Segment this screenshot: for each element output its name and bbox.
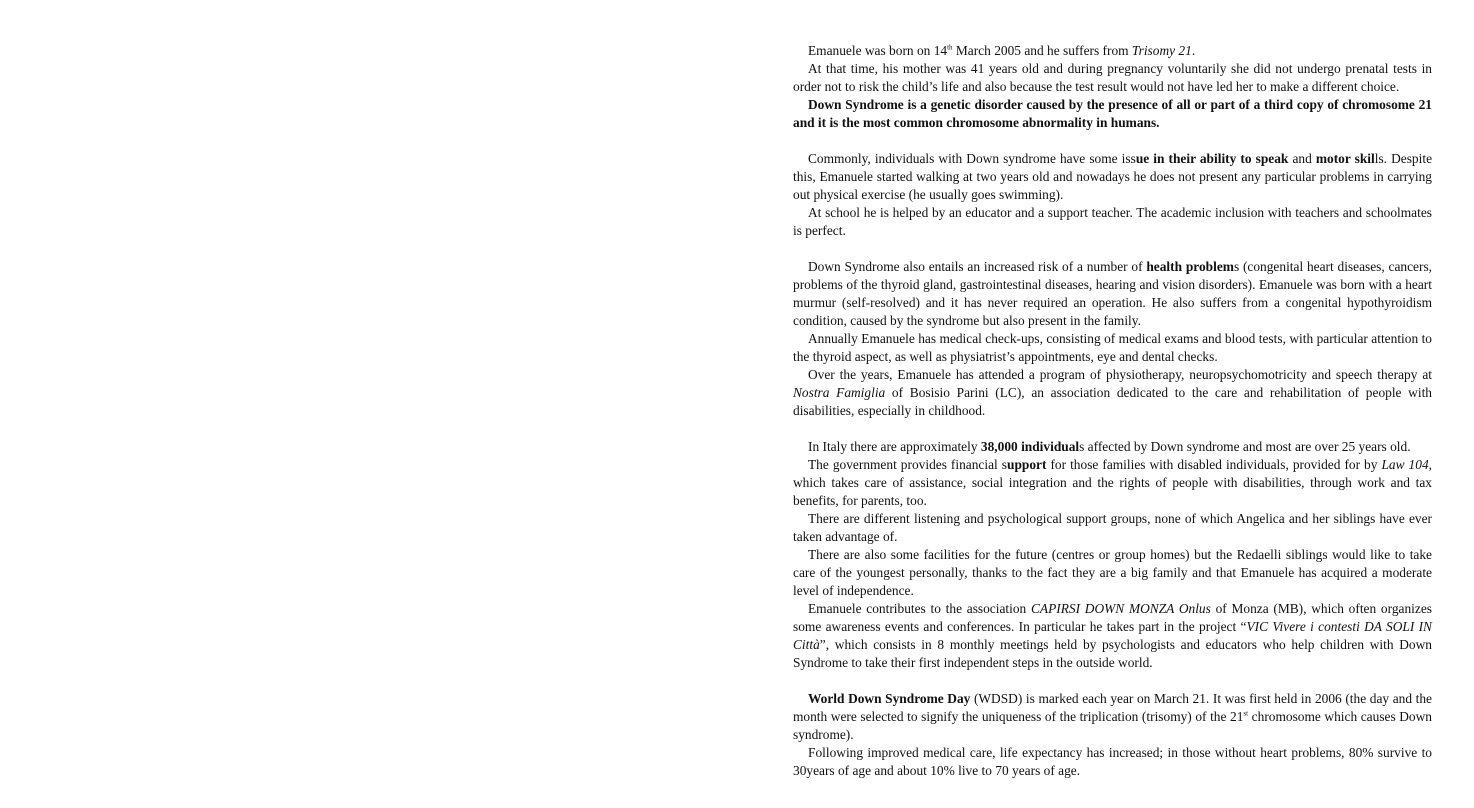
paragraph-checkups: Annually Emanuele has medical check-ups, consisting of medical exams and blood tests, with particular attention to the thyroid aspect, as well as physiatrist’s appointments, eye and dental checks. bbox=[793, 331, 1432, 364]
paragraph-definition: Down Syndrome is a genetic disorder caused by the presence of all or part of a third copy of chromosome 21 and it is the most common chromosome abnormality in humans. bbox=[793, 97, 1432, 130]
paragraph-support-groups: There are different listening and psychological support groups, none of which Angelica and her siblings have ever taken advantage of. bbox=[793, 511, 1432, 544]
paragraph-school: At school he is helped by an educator and a support teacher. The academic inclusion with teachers and schoolmates is perfect. bbox=[793, 205, 1432, 238]
paragraph-health: Down Syndrome also entails an increased risk of a number of health problems (congenital heart diseases, cancers, problems of the thyroid gland, gastrointestinal diseases, hearing and vision disorders). Emanuele was born with a heart murmur (self-resolved) and it has never required an operation. He also suffers from a congenital hypothyroidism condition, caused by the syndrome but also present in the family. bbox=[793, 259, 1432, 328]
paragraph-government: The government provides financial support for those families with disabled individuals, provided for by Law 104, which takes care of assistance, social integration and the rights of people with disabilities, through work and tax benefits, for parents, too. bbox=[793, 457, 1432, 508]
section-gap bbox=[793, 240, 1432, 258]
document-body bbox=[793, 42, 1432, 780]
paragraph-association: Emanuele contributes to the association CAPIRSI DOWN MONZA Onlus of Monza (MB), which often organizes some awareness events and conferences. In particular he takes part in the project “VIC Vivere i contesti DA SOLI IN Città”, which consists in 8 monthly meetings held by psychologists and educators who help children with Down Syndrome to take their first independent steps in the outside world. bbox=[793, 601, 1432, 670]
paragraph-italy: In Italy there are approximately 38,000 individuals affected by Down syndrome and most are over 25 years old. bbox=[808, 439, 1411, 454]
paragraph-mother: At that time, his mother was 41 years old and during pregnancy voluntarily she did not undergo prenatal tests in order not to risk the child’s life and also because the test result would not have led her to make a different choice. bbox=[793, 61, 1432, 94]
paragraph-therapy: Over the years, Emanuele has attended a program of physiotherapy, neuropsychomotricity and speech therapy at Nostra Famiglia of Bosisio Parini (LC), an association dedicated to the care and rehabilitation of people with disabilities, especially in childhood. bbox=[793, 367, 1432, 418]
paragraph-life-expectancy: Following improved medical care, life expectancy has increased; in those without heart problems, 80% survive to 30years of age and about 10% live to 70 years of age. bbox=[793, 745, 1432, 778]
paragraph-skills: Commonly, individuals with Down syndrome have some issue in their ability to speak and motor skills. Despite this, Emanuele started walking at two years old and nowadays he does not present any particular problems in carrying out physical exercise (he usually goes swimming). bbox=[793, 151, 1433, 202]
paragraph-facilities: There are also some facilities for the future (centres or group homes) but the Redaelli siblings would like to take care of the youngest personally, thanks to the fact they are a big family and that Emanuele has acquired a moderate level of independence. bbox=[793, 547, 1432, 598]
paragraph-birth: Emanuele was born on 14th March 2005 and he suffers from Trisomy 21. bbox=[808, 43, 1196, 58]
paragraph-wdsd: World Down Syndrome Day (WDSD) is marked each year on March 21. It was first held in 2006 (the day and the month were selected to signify the uniqueness of the triplication (trisomy) of the 21st chromosome which causes Down syndrome). bbox=[793, 691, 1432, 742]
section-gap bbox=[793, 132, 1432, 150]
section-gap bbox=[793, 672, 1432, 690]
section-gap bbox=[793, 420, 1432, 438]
